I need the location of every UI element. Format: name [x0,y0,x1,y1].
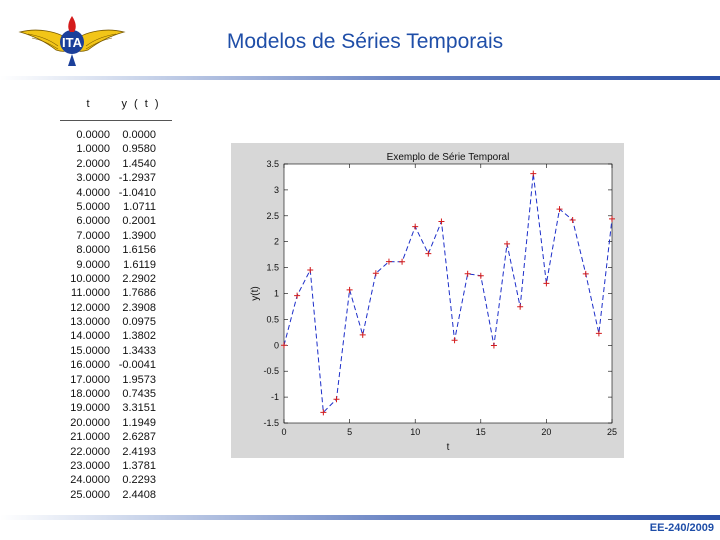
cell-t: 22.0000 [70,445,110,458]
table-row [60,387,156,401]
cell-y: 2.6287 [122,431,156,444]
cell-y: 1.1949 [122,416,156,429]
x-tick-label: 15 [475,427,486,437]
cell-y: 0.2001 [122,215,156,228]
cell-y: 2.3908 [122,301,156,314]
table-row [60,445,156,459]
cell-t: 23.0000 [70,459,110,472]
page-title: Modelos de Séries Temporais [226,30,504,53]
cell-y: 2.2902 [122,272,156,285]
table-row [60,344,156,358]
cell-t: 14.0000 [70,330,110,343]
table-row [60,286,156,300]
cell-y: 0.7435 [122,388,156,401]
cell-y: 1.3433 [122,344,156,357]
y-tick-label: 3 [273,184,279,195]
table-row [60,171,156,185]
table-row [60,315,156,329]
cell-t: 1.0000 [76,143,110,156]
cell-y: 2.4408 [122,488,156,501]
table-row [60,128,156,142]
footer-divider [0,515,720,520]
ita-logo [18,12,126,70]
x-tick-label: 5 [347,427,353,437]
cell-t: 24.0000 [70,474,110,487]
cell-t: 11.0000 [71,287,110,300]
cell-y: 1.3802 [122,330,156,343]
cell-y: 0.0000 [122,129,156,141]
table-header [60,98,180,116]
x-tick-label: 25 [606,427,618,437]
table-row [60,142,156,156]
table-row [60,358,156,372]
y-tick-label: -1 [270,392,279,403]
cell-t: 8.0000 [76,244,110,257]
y-tick-label: 0 [273,340,279,351]
cell-y: 1.6156 [122,244,156,257]
chart-title: Exemplo de Série Temporal [386,152,510,163]
table-row [60,459,156,473]
cell-t: 16.0000 [70,359,110,372]
cell-y: 1.3781 [122,459,156,472]
table-row [60,473,156,487]
table-row [60,243,156,257]
cell-t: 12.0000 [70,301,110,314]
cell-y: 0.9580 [122,143,156,156]
table-row [60,401,156,415]
time-series-chart [231,143,624,458]
cell-t: 4.0000 [76,186,110,199]
table-row [60,301,156,315]
cell-y: 0.2293 [122,474,156,487]
header-divider [0,76,720,80]
cell-y: 1.9573 [122,373,156,386]
cell-y: 1.6119 [123,258,156,271]
table-row [60,272,156,286]
table-row [60,200,156,214]
cell-t: 7.0000 [76,229,110,242]
y-tick-label: 3.5 [266,159,279,169]
y-tick-label: 1 [273,288,279,299]
y-tick-label: 1.5 [266,262,279,273]
cell-y: 1.7686 [122,287,156,300]
y-axis-label: y(t) [250,286,261,301]
table-row [60,258,156,272]
cell-t: 13.0000 [70,316,110,329]
column-header-t: t [86,98,90,110]
ita-wings-logo-icon [18,12,126,70]
table-row [60,416,156,430]
table-body [60,128,156,502]
cell-y: -1.2937 [118,172,156,185]
cell-t: 18.0000 [70,388,110,401]
cell-y: 0.0975 [122,316,156,329]
x-axis-label: t [446,442,450,453]
x-tick-label: 0 [281,427,287,437]
x-tick-label: 10 [410,427,421,437]
svg-text:ITA: ITA [62,35,82,50]
y-tick-label: -1.5 [263,418,279,428]
plot-area [284,164,612,423]
footer-course-code: EE-240/2009 [649,522,714,534]
cell-t: 25.0000 [70,488,110,501]
cell-t: 5.0000 [76,200,110,213]
cell-t: 10.0000 [70,272,110,285]
table-row [60,373,156,387]
y-tick-label: 2 [273,236,279,247]
data-table [60,98,180,501]
cell-t: 19.0000 [70,402,110,415]
y-tick-label: 0.5 [266,314,279,325]
table-row [60,488,156,502]
table-row [60,430,156,444]
cell-t: 15.0000 [70,344,110,357]
cell-t: 21.0000 [70,431,110,444]
cell-t: 3.0000 [76,172,110,185]
cell-y: -0.0041 [118,359,156,372]
column-header-y: y ( t ) [121,98,161,110]
cell-y: -1.0410 [118,186,156,199]
cell-t: 17.0000 [70,373,110,386]
y-tick-label: -0.5 [263,366,279,377]
table-row [60,214,156,228]
cell-t: 0.0000 [76,129,110,141]
cell-t: 20.0000 [70,416,110,429]
x-tick-label: 20 [541,427,552,437]
cell-t: 2.0000 [76,157,110,170]
table-row [60,329,156,343]
cell-t: 9.0000 [76,258,110,271]
cell-y: 3.3151 [122,402,156,415]
chart-figure [231,143,624,458]
table-row [60,186,156,200]
cell-y: 1.4540 [122,157,156,170]
table-rule [60,120,172,121]
cell-y: 1.3900 [122,229,156,242]
table-row [60,157,156,171]
cell-t: 6.0000 [76,215,110,228]
y-tick-label: 2.5 [266,210,279,221]
cell-y: 1.0711 [123,200,156,213]
table-row [60,229,156,243]
cell-y: 2.4193 [122,445,156,458]
